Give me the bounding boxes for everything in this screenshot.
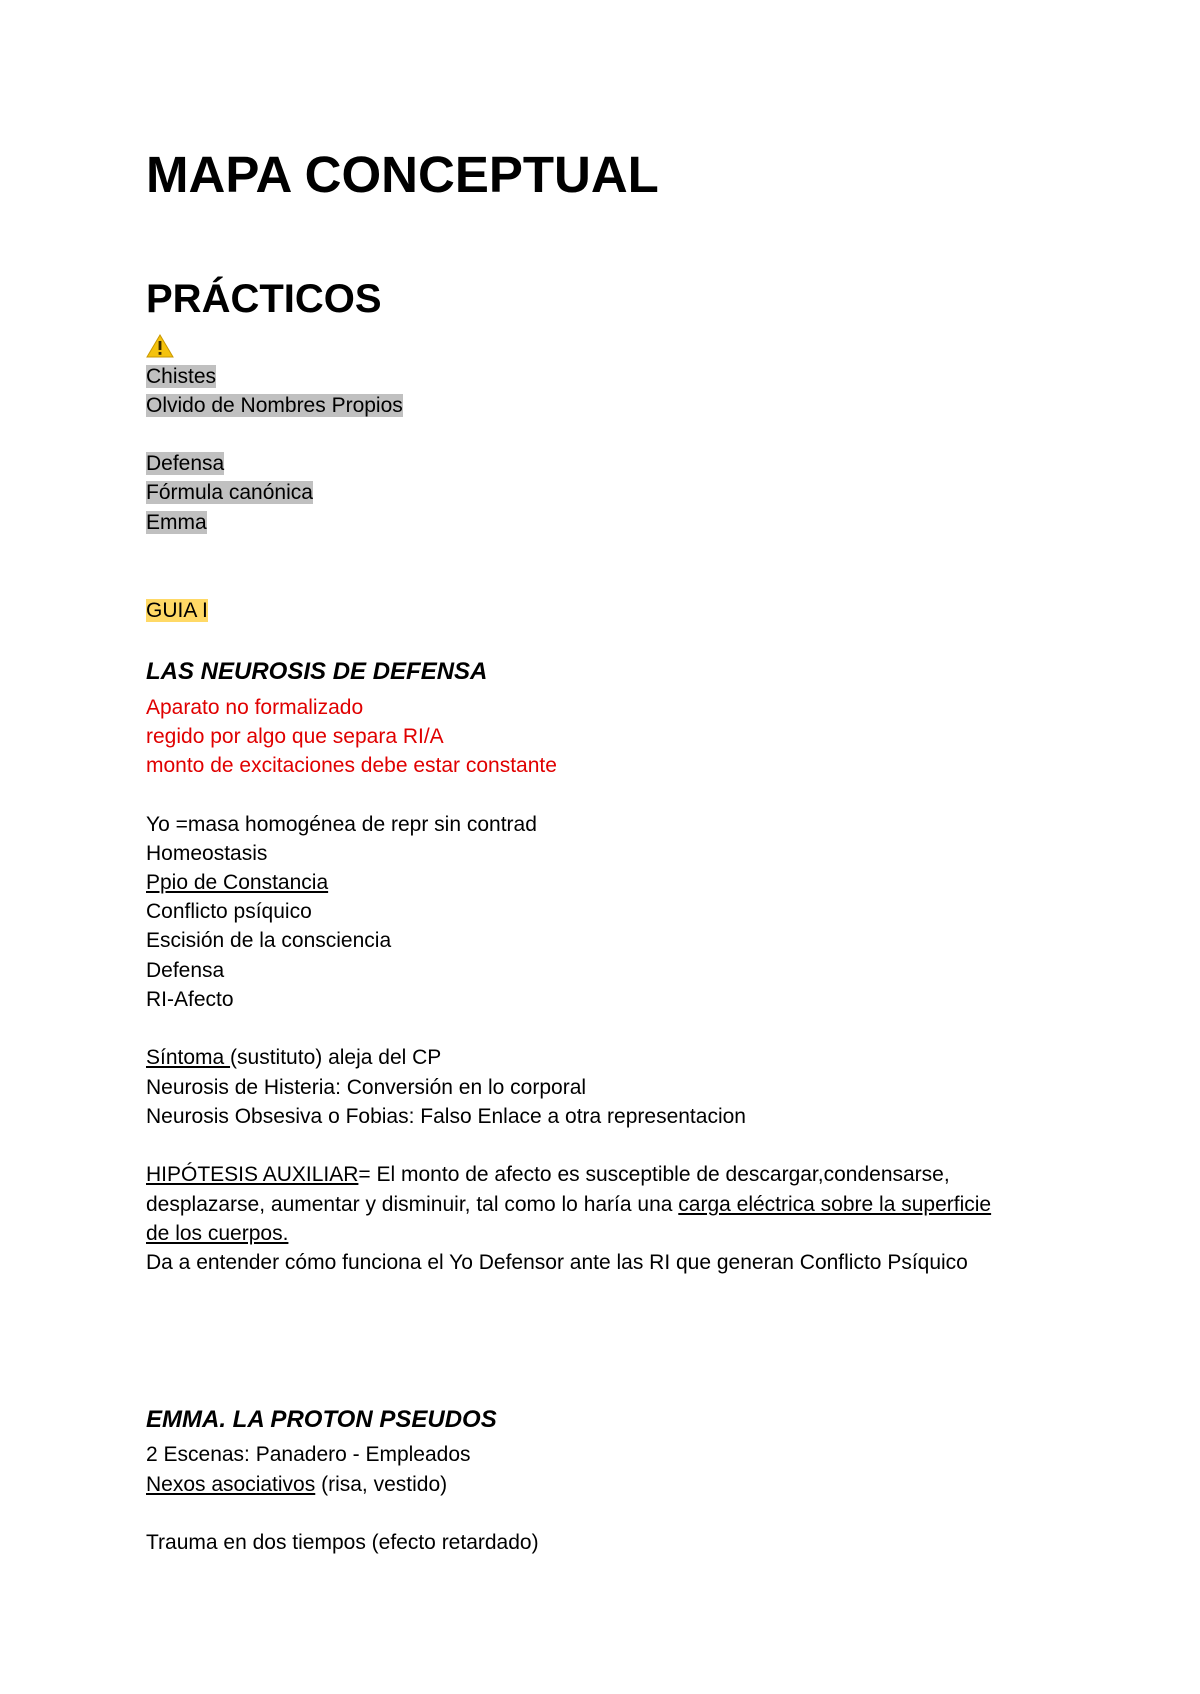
warning-icon: [146, 334, 174, 358]
neurosis-red-line: regido por algo que separa RI/A: [146, 725, 444, 748]
list-item-ri-afecto: RI-Afecto: [146, 988, 234, 1011]
document-title: MAPA CONCEPTUAL: [146, 146, 659, 203]
practicos-heading: PRÁCTICOS: [146, 277, 382, 321]
practicos-item-defensa: Defensa: [146, 452, 225, 475]
list-item-escision: Escisión de la consciencia: [146, 929, 392, 952]
neurosis-red-line: monto de excitaciones debe estar constante: [146, 754, 557, 777]
trauma-line: Trauma en dos tiempos (efecto retardado): [146, 1531, 539, 1554]
sintoma-line: Síntoma (sustituto) aleja del CP: [146, 1046, 442, 1069]
hipotesis-line-2: desplazarse, aumentar y disminuir, tal como lo haría una carga eléctrica sobre la superficie: [146, 1193, 992, 1216]
hipotesis-line-3: de los cuerpos.: [146, 1222, 289, 1245]
list-item-homeostasis: Homeostasis: [146, 842, 268, 865]
practicos-item-formula: Fórmula canónica: [146, 481, 313, 504]
histeria-line: Neurosis de Histeria: Conversión en lo corporal: [146, 1076, 587, 1099]
practicos-item-chistes: Chistes: [146, 365, 217, 388]
obsesiva-line: Neurosis Obsesiva o Fobias: Falso Enlace a otra representacion: [146, 1105, 746, 1128]
neurosis-heading: LAS NEUROSIS DE DEFENSA: [146, 658, 488, 685]
escenas-line: 2 Escenas: Panadero - Empleados: [146, 1443, 471, 1466]
neurosis-red-line: Aparato no formalizado: [146, 696, 364, 719]
list-item-defensa: Defensa: [146, 959, 225, 982]
nexos-line: Nexos asociativos (risa, vestido): [146, 1473, 448, 1496]
list-item-ppio-constancia: Ppio de Constancia: [146, 871, 329, 894]
emma-heading: EMMA. LA PROTON PSEUDOS: [146, 1406, 497, 1433]
practicos-item-olvido: Olvido de Nombres Propios: [146, 394, 403, 417]
da-entender-line: Da a entender cómo funciona el Yo Defensor ante las RI que generan Conflicto Psíquico: [146, 1251, 968, 1274]
hipotesis-term: HIPÓTESIS AUXILIAR: [146, 1163, 359, 1186]
sintoma-term: Síntoma: [146, 1046, 231, 1069]
list-item-conflicto: Conflicto psíquico: [146, 900, 312, 923]
nexos-term: Nexos asociativos: [146, 1473, 316, 1496]
hipotesis-line-1: HIPÓTESIS AUXILIAR= El monto de afecto es susceptible de descargar,condensarse,: [146, 1163, 950, 1186]
list-item-yo: Yo =masa homogénea de repr sin contrad: [146, 813, 537, 836]
practicos-item-emma: Emma: [146, 511, 207, 534]
guia-label: GUIA I: [146, 599, 208, 622]
